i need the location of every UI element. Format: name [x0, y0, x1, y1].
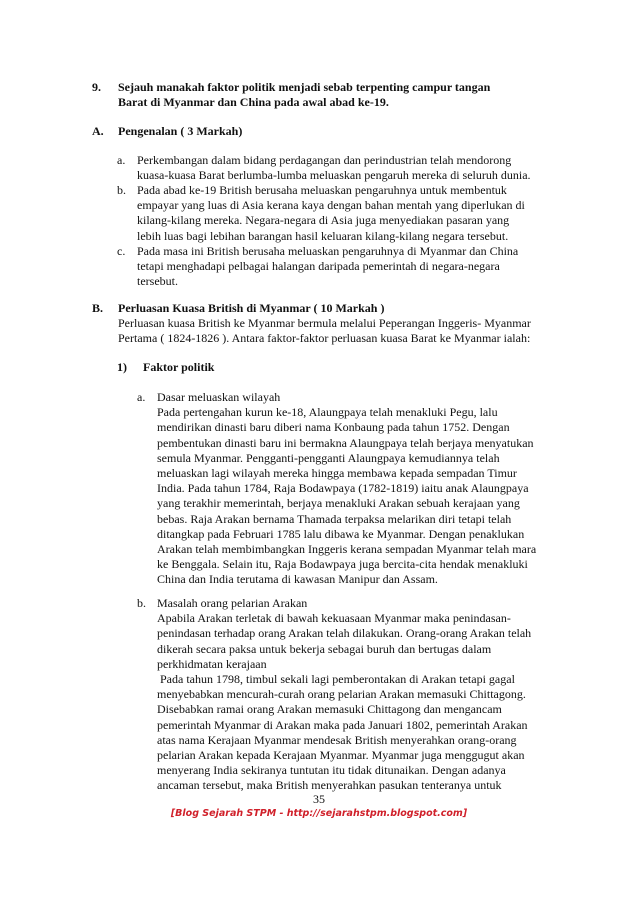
item-line: China dan India terutama di kawasan Manipur dan Assam. — [157, 572, 438, 587]
item-line: lebih luas bagi lebihan barangan hasil keluaran kilang-kilang negara tersebut. — [137, 228, 509, 243]
item-line: perkhidmatan kerajaan — [157, 656, 267, 671]
item-label: b. — [137, 596, 146, 610]
section-a-item — [117, 183, 567, 244]
item-line: menyebabkan mencurah-curah orang pelarian Arakan memasuki Chittagong. — [157, 687, 526, 702]
item-line: ke Benggala. Selain itu, Raja Bodawpaya juga bercita-cita hendak menakluki — [157, 557, 528, 572]
item-line: meluaskan lagi wilayah mereka hingga membawa kepada sempadan Timur — [157, 466, 517, 481]
section-a-item — [117, 153, 567, 183]
subsection-item — [137, 596, 567, 794]
item-label: b. — [117, 183, 126, 197]
item-line: ditangkap pada Februari 1785 lalu dibawa ke Myanmar. Dengan penaklukan — [157, 526, 525, 541]
question-text — [118, 80, 572, 110]
item-line: Pada abad ke-19 British berusaha meluaskan pengaruhnya untuk membentuk — [137, 183, 507, 197]
question-line: Barat di Myanmar dan China pada awal abad ke-19. — [118, 95, 389, 110]
page-number: 35 — [313, 792, 325, 806]
section-b-intro-line: Perluasan kuasa British ke Myanmar bermula melalui Peperangan Inggeris- Myanmar — [118, 316, 531, 331]
item-label: a. — [117, 153, 126, 167]
item-line: kuasa-kuasa Barat berlumba-lumba meluaskan pengaruh mereka di seluruh dunia. — [137, 168, 531, 183]
item-line: dikerah secara paksa untuk bekerja sebagai buruh dan bertugas dalam — [157, 641, 492, 656]
item-line: mendirikan dinasti baru diberi nama Konbaung pada tahun 1752. Dengan — [157, 420, 510, 435]
item-line: pelarian Arakan kepada Kerajaan Myanmar. Myanmar juga menggugut akan — [157, 748, 525, 763]
question-number: 9. — [92, 80, 101, 94]
item-line: empayar yang luas di Asia kerana kaya dengan bahan mentah yang diperlukan di — [137, 198, 525, 213]
subsection-label: 1) — [117, 360, 127, 374]
item-label: c. — [117, 244, 126, 258]
subsection-title: Faktor politik — [143, 360, 215, 374]
item-line: bebas. Raja Arakan bernama Thamada terpaksa melarikan diri tetapi telah — [157, 511, 512, 526]
item-line: yang terakhir memerintah, berjaya menakluki Arakan sebuah kerajaan yang — [157, 496, 520, 511]
section-a-label: A. — [92, 124, 104, 138]
section-b — [92, 301, 572, 347]
section-a-heading — [92, 124, 572, 139]
question-heading — [92, 80, 572, 110]
item-line: Pada tahun 1798, timbul sekali lagi pemberontakan di Arakan tetapi gagal — [157, 672, 515, 687]
item-line: Pada masa ini British berusaha meluaskan pengaruhnya di Myanmar dan China — [137, 244, 519, 258]
footer-blog-link[interactable]: [Blog Sejarah STPM - http://sejarahstpm.blogspot.com] — [170, 808, 468, 819]
item-line: Disebabkan ramai orang Arakan memasuki Chittagong dan mengancam — [157, 702, 502, 717]
item-line: kilang-kilang mereka. Negara-negara di Asia juga menyediakan pasaran yang — [137, 213, 510, 228]
item-line: India. Pada tahun 1784, Raja Bodawpaya (1782-1819) iaitu anak Alaungpaya — [157, 481, 529, 496]
item-line: Arakan telah membimbangkan Inggeris kerana sempadan Myanmar telah mara — [157, 542, 537, 557]
item-line: penindasan terhadap orang Arakan telah dilakukan. Orang-orang Arakan telah — [157, 626, 532, 641]
item-line: menyerang India sekiranya tuntutan itu tidak ditunaikan. Dengan adanya — [157, 763, 506, 778]
question-line: Sejauh manakah faktor politik menjadi sebab terpenting campur tangan — [118, 80, 491, 94]
subsection-heading — [117, 360, 567, 375]
item-line: pemerintah Myanmar di Arakan maka pada Januari 1802, pemerintah Arakan — [157, 717, 528, 732]
item-line: tetapi menghadapi pelbagai halangan daripada pemerintah di negara-negara — [137, 259, 500, 274]
item-line: semula Myanmar. Pengganti-pengganti Alaungpaya kemudiannya telah — [157, 450, 500, 465]
subsection-item — [137, 390, 567, 588]
item-line: Perkembangan dalam bidang perdagangan dan perindustrian telah mendorong — [137, 153, 512, 167]
section-b-label: B. — [92, 301, 104, 315]
item-line: Pada pertengahan kurun ke-18, Alaungpaya telah menakluki Pegu, lalu — [157, 405, 498, 420]
section-a-item — [117, 244, 567, 290]
item-line: tersebut. — [137, 274, 178, 289]
section-a-title: Pengenalan ( 3 Markah) — [118, 124, 243, 138]
item-heading: Masalah orang pelarian Arakan — [157, 596, 308, 610]
item-label: a. — [137, 390, 146, 404]
section-b-title: Perluasan Kuasa British di Myanmar ( 10 Markah ) — [118, 301, 385, 315]
item-heading: Dasar meluaskan wilayah — [157, 390, 281, 404]
item-line: ancaman tersebut, maka British menyerahkan pasukan tenteranya untuk — [157, 778, 502, 793]
item-line: pembentukan dinasti baru ini bermakna Alaungpaya telah berjaya menyatukan — [157, 435, 534, 450]
section-b-intro-line: Pertama ( 1824-1826 ). Antara faktor-faktor perluasan kuasa Barat ke Myanmar ialah: — [118, 331, 531, 346]
item-line: Apabila Arakan terletak di bawah kekuasaan Myanmar maka penindasan- — [157, 611, 511, 626]
item-line: atas nama Kerajaan Myanmar mendesak British menyerahkan orang-orang — [157, 732, 517, 747]
